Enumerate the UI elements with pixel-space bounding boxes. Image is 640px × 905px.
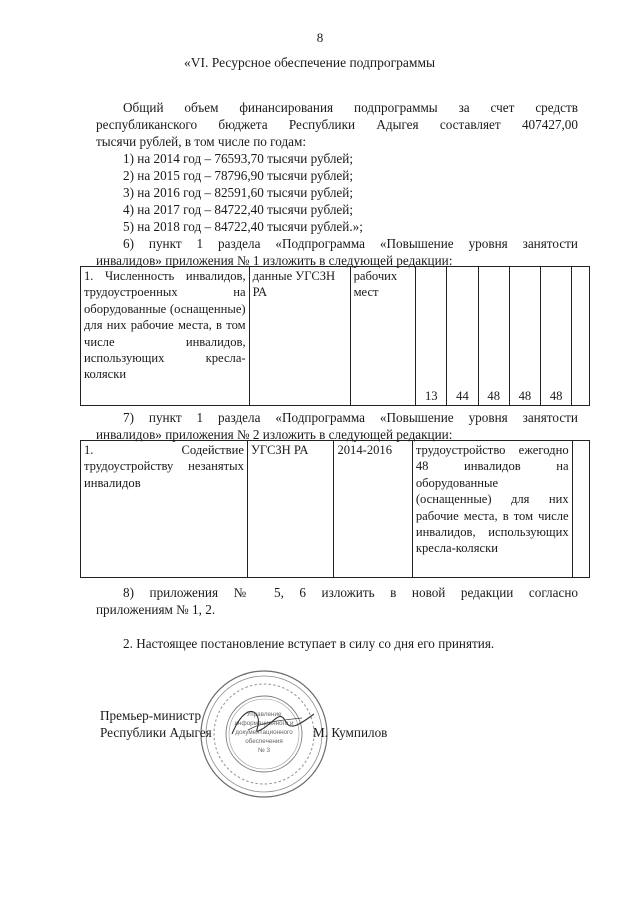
year-item-2: 2) на 2015 год – 78796,90 тысячи рублей; [123,168,354,183]
item6-line-1: 6) пункт 1 раздела «Подпрограмма «Повышение уровня занятости [123,236,578,251]
page-number: 8 [316,30,324,45]
table2-activity-cell: 1. Содействие трудоустройству незанятых инвалидов [81,441,248,578]
item7-line-1: 7) пункт 1 раздела «Подпрограмма «Повышение уровня занятости [123,410,578,425]
intro-line-1: Общий объем финансирования подпрограммы за счет средств [123,100,578,115]
signatory-title-1: Премьер-министр [100,708,202,723]
item8-line-1: 8) приложения № 5, 6 изложить в новой редакции согласно [123,585,578,600]
table1-value-cell: 48 [541,267,572,406]
stamp-line-5: № 3 [257,747,271,754]
table2-period-cell: 2014-2016 [334,441,412,578]
table-1 [80,266,590,406]
intro-line-3: тысячи рублей, в том числе по годам: [96,134,307,149]
table-row [81,441,590,578]
section-heading: «VI. Ресурсное обеспечение подпрограммы [184,55,436,70]
year-item-4: 4) на 2017 год – 84722,40 тысячи рублей; [123,202,354,217]
signatory-title-2: Республики Адыгея [100,725,212,740]
table1-value-cell: 13 [416,267,447,406]
item6-line-2: инвалидов» приложения № 1 изложить в следующей редакции: [96,253,453,268]
table1-value-cell: 48 [509,267,540,406]
table1-value-cell: 44 [447,267,478,406]
year-item-5: 5) на 2018 год – 84722,40 тысячи рублей.»; [123,219,363,234]
table1-unit-cell: рабочих мест [350,267,416,406]
table1-empty-cell [572,267,590,406]
clause-2: 2. Настоящее постановление вступает в силу со дня его принятия. [123,636,495,651]
table2-empty-cell [572,441,589,578]
stamp-line-1: Управление [246,711,282,718]
item7-line-2: инвалидов» приложения № 2 изложить в следующей редакции: [96,427,453,442]
table-2 [80,440,590,578]
intro-line-2: республиканского бюджета Республики Адыгея составляет 407427,00 [96,117,578,132]
table1-source-cell: данные УГСЗН РА [249,267,350,406]
item8-line-2: приложениям № 1, 2. [96,602,216,617]
table2-executor-cell: УГСЗН РА [247,441,334,578]
table2-result-cell: трудоустройство ежегодно 48 инвалидов на оборудованные (оснащенные) для них рабочие места, в том числе инвалидов, использующих кресла-коляски [412,441,572,578]
stamp-line-2: информационного и [234,720,294,727]
table1-indicator-cell: 1. Численность инвалидов, трудоустроенных на оборудованные (оснащенные) для них рабочие места, в том числе инвалидов, использующих кресла-коляски [81,267,250,406]
stamp-line-3: документационного [235,729,293,736]
handwritten-signature [228,700,318,744]
year-item-3: 3) на 2016 год – 82591,60 тысячи рублей; [123,185,354,200]
signatory-name: М. Кумпилов [313,725,388,740]
stamp-line-4: обеспечения [245,738,283,745]
year-item-1: 1) на 2014 год – 76593,70 тысячи рублей; [123,151,354,166]
table1-value-cell: 48 [478,267,509,406]
table-row [81,267,590,406]
